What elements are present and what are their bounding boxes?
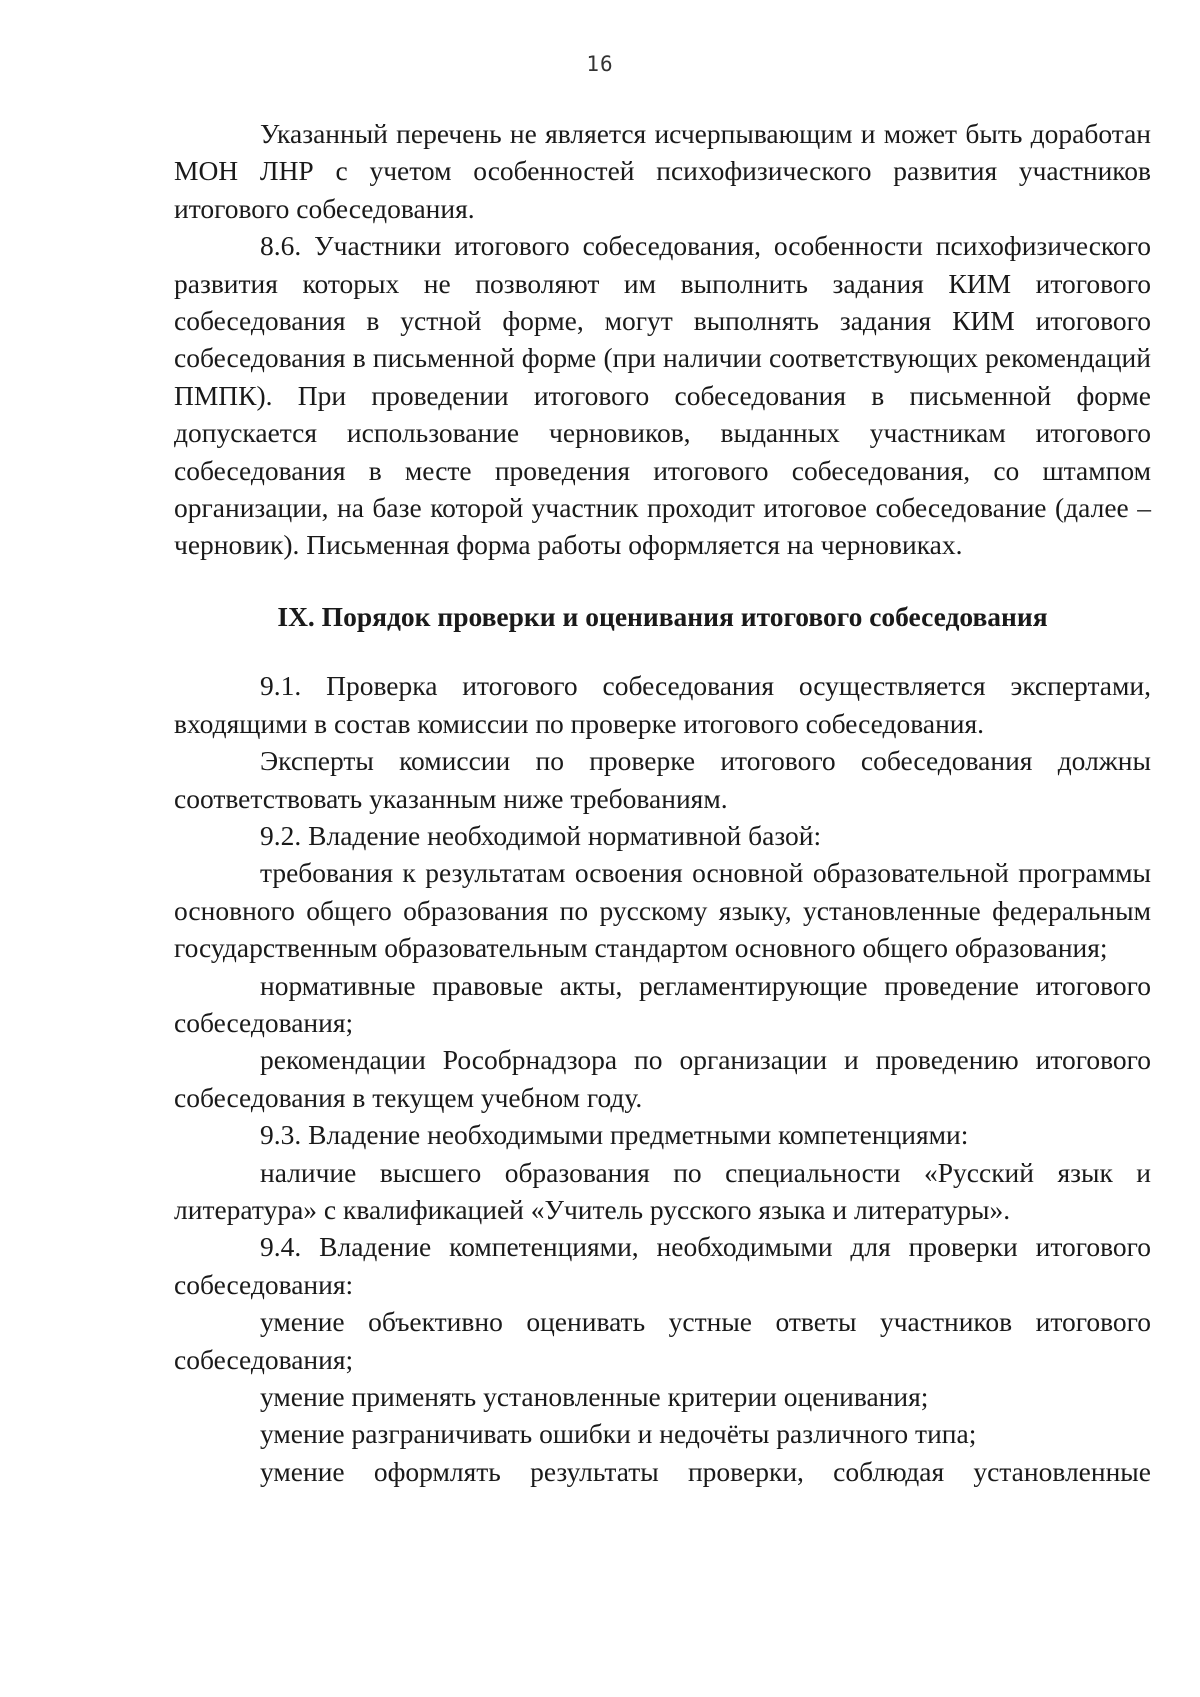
paragraph-normative-acts: нормативные правовые акты, регламентирующие проведение итогового собеседования; xyxy=(174,969,1151,1038)
paragraph-9-3: 9.3. Владение необходимыми предметными компетенциями: xyxy=(260,1119,969,1151)
page-number: 16 xyxy=(586,52,614,76)
paragraph-higher-education: наличие высшего образования по специальности «Русский язык и литература» с квалификацией «Учитель русского языка и литературы». xyxy=(174,1156,1151,1225)
paragraph-distinguish-errors: умение разграничивать ошибки и недочёты различного типа; xyxy=(260,1418,977,1450)
paragraph-evaluate-oral-answers: умение объективно оценивать устные ответы участников итогового собеседования; xyxy=(174,1306,1151,1375)
section-heading-ix: IX. Порядок проверки и оценивания итогового собеседования xyxy=(277,600,1048,632)
paragraph-fgos-requirements: требования к результатам освоения основной образовательной программы основного общего образования по русскому языку, установленные федеральным государственным образовательным стандартом основного общего образования; xyxy=(174,857,1151,964)
document-body xyxy=(174,115,1151,1490)
paragraph-8-6: 8.6. Участники итогового собеседования, особенности психофизического развития которых не позволяют им выполнить задания КИМ итогового собеседования в устной форме, могут выполнять задания КИМ итогового собеседования в письменной форме (при наличии соответствующих рекомендаций ПМПК). При проведении итогового собеседования в письменной форме допускается использование черновиков, выданных участникам итогового собеседования в месте проведения итогового собеседования, со штампом организации, на базе которой участник проходит итоговое собеседование (далее – черновик). Письменная форма работы оформляется на черновиках. xyxy=(174,230,1151,561)
paragraph-9-4: 9.4. Владение компетенциями, необходимыми для проверки итогового собеседования: xyxy=(174,1231,1151,1300)
paragraph-format-results: умение оформлять результаты проверки, соблюдая установленные xyxy=(260,1455,1151,1487)
paragraph-list-note: Указанный перечень не является исчерпывающим и может быть доработан МОН ЛНР с учетом особенностей психофизического развития участников итогового собеседования. xyxy=(174,118,1151,224)
paragraph-apply-criteria: умение применять установленные критерии оценивания; xyxy=(260,1381,929,1412)
paragraph-9-1: 9.1. Проверка итогового собеседования осуществляется экспертами, входящими в состав комиссии по проверке итогового собеседования. xyxy=(174,670,1151,739)
paragraph-9-2: 9.2. Владение необходимой нормативной базой: xyxy=(260,819,822,851)
paragraph-experts-requirements: Эксперты комиссии по проверке итогового собеседования должны соответствовать указанным ниже требованиям. xyxy=(174,745,1151,814)
paragraph-rosobrnadzor-recommendations: рекомендации Рособрнадзора по организации и проведению итогового собеседования в текущем учебном году. xyxy=(174,1044,1151,1113)
